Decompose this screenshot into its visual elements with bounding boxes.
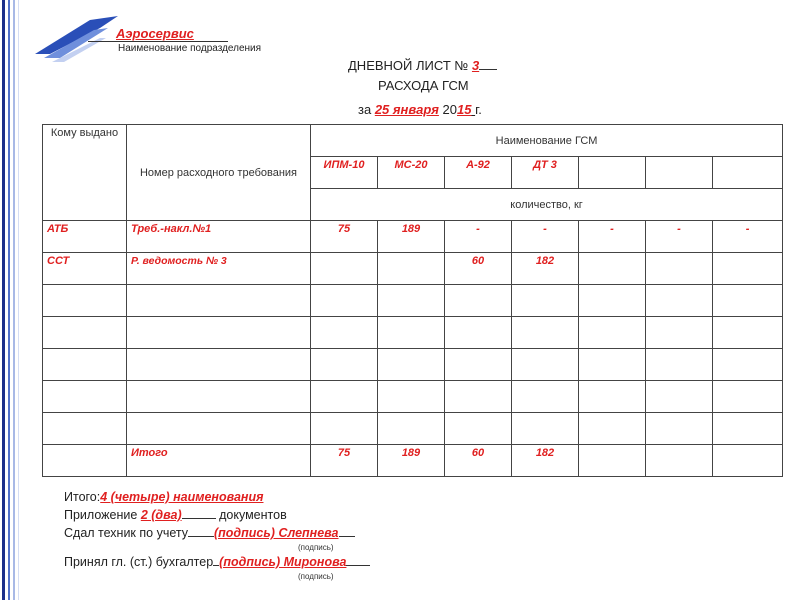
footer-total-value: 4 (четыре) наименования	[100, 490, 264, 504]
date-suffix: г.	[475, 102, 482, 117]
quantity-cell: -	[713, 221, 783, 253]
footer-attachment	[64, 508, 287, 522]
quantity-cell	[378, 349, 445, 381]
footer-attachment-value: 2 (два)	[140, 508, 182, 522]
quantity-cell	[646, 253, 713, 285]
quantity-cell: 60	[445, 253, 512, 285]
quantity-cell: 75	[311, 445, 378, 477]
table-row	[43, 381, 783, 413]
table-row	[43, 413, 783, 445]
quantity-cell	[512, 317, 579, 349]
organization-caption: Наименование подразделения	[118, 43, 262, 54]
table-row	[43, 221, 783, 253]
organization-name: Аэросервис	[116, 26, 194, 41]
footer-attachment-suffix: документов	[219, 508, 287, 522]
table-row	[43, 349, 783, 381]
request-cell	[127, 349, 311, 381]
footer-handed-label: Сдал техник по учету	[64, 526, 188, 540]
quantity-cell	[579, 445, 646, 477]
footer-total-label: Итого:	[64, 490, 101, 504]
quantity-cell	[646, 381, 713, 413]
recipient-cell	[43, 317, 127, 349]
request-cell: Треб.-накл.№1	[127, 221, 311, 253]
quantity-cell	[378, 317, 445, 349]
quantity-cell	[311, 253, 378, 285]
total-label-cell: Итого	[127, 445, 311, 477]
quantity-cell	[445, 413, 512, 445]
footer-received-value: (подпись) Миронова	[219, 555, 347, 569]
quantity-cell	[512, 349, 579, 381]
footer-handed-value: (подпись) Слепнева	[214, 526, 339, 540]
title-prefix: ДНЕВНОЙ ЛИСТ №	[348, 58, 469, 73]
quantity-cell	[311, 349, 378, 381]
quantity-cell	[445, 381, 512, 413]
footer-handed	[64, 526, 355, 540]
quantity-cell	[378, 285, 445, 317]
quantity-cell	[311, 285, 378, 317]
quantity-cell	[646, 317, 713, 349]
header-recipient: Кому выдано	[43, 125, 127, 221]
quantity-cell	[378, 413, 445, 445]
quantity-cell	[646, 285, 713, 317]
fuel-type-header	[713, 157, 783, 189]
quantity-cell: 182	[512, 253, 579, 285]
quantity-cell	[378, 381, 445, 413]
quantity-cell	[512, 285, 579, 317]
quantity-cell	[646, 413, 713, 445]
quantity-cell	[445, 285, 512, 317]
request-cell	[127, 413, 311, 445]
fuel-consumption-table	[42, 124, 783, 477]
quantity-cell	[512, 381, 579, 413]
quantity-cell	[311, 317, 378, 349]
date-day-month: 25 января	[374, 102, 439, 117]
quantity-cell	[579, 413, 646, 445]
quantity-cell	[646, 445, 713, 477]
recipient-cell: ССТ	[43, 253, 127, 285]
request-cell	[127, 381, 311, 413]
table-row	[43, 253, 783, 285]
quantity-cell	[579, 381, 646, 413]
footer-received	[64, 555, 370, 569]
sheet-subtitle: РАСХОДА ГСМ	[378, 78, 469, 93]
request-cell: Р. ведомость № 3	[127, 253, 311, 285]
recipient-cell: АТБ	[43, 221, 127, 253]
request-cell	[127, 317, 311, 349]
date-year-suffix: 15	[457, 102, 472, 117]
quantity-cell	[311, 381, 378, 413]
quantity-cell	[579, 253, 646, 285]
fuel-type-header: ДТ 3	[512, 157, 579, 189]
quantity-cell	[713, 349, 783, 381]
signature-caption-2: (подпись)	[298, 572, 334, 581]
date-prefix: за	[358, 102, 372, 117]
sheet-number: 3	[471, 58, 480, 73]
header-fuel-group: Наименование ГСМ	[311, 125, 783, 157]
table-row	[43, 285, 783, 317]
recipient-cell	[43, 381, 127, 413]
quantity-cell	[713, 413, 783, 445]
quantity-cell	[713, 445, 783, 477]
quantity-cell	[713, 253, 783, 285]
fuel-type-header: ИПМ-10	[311, 157, 378, 189]
quantity-cell	[378, 253, 445, 285]
recipient-cell	[43, 445, 127, 477]
footer-total	[64, 490, 263, 504]
quantity-cell: -	[646, 221, 713, 253]
org-underline	[88, 41, 228, 42]
footer-received-label: Принял гл. (ст.) бухгалтер	[64, 555, 214, 569]
signature-caption-1: (подпись)	[298, 543, 334, 552]
quantity-cell	[579, 285, 646, 317]
header-unit: количество, кг	[311, 189, 783, 221]
quantity-cell	[713, 381, 783, 413]
fuel-type-header: МС-20	[378, 157, 445, 189]
quantity-cell	[713, 317, 783, 349]
quantity-cell	[579, 349, 646, 381]
recipient-cell	[43, 285, 127, 317]
quantity-cell	[579, 317, 646, 349]
quantity-cell: 60	[445, 445, 512, 477]
quantity-cell	[445, 349, 512, 381]
quantity-cell: 189	[378, 445, 445, 477]
quantity-cell	[713, 285, 783, 317]
quantity-cell	[311, 413, 378, 445]
quantity-cell: -	[579, 221, 646, 253]
fuel-type-header: А-92	[445, 157, 512, 189]
header-request: Номер расходного требования	[127, 125, 311, 221]
table-row	[43, 317, 783, 349]
recipient-cell	[43, 349, 127, 381]
airplane-logo-icon	[30, 14, 120, 64]
sheet-date	[358, 102, 482, 117]
quantity-cell: 182	[512, 445, 579, 477]
quantity-cell: 75	[311, 221, 378, 253]
quantity-cell	[445, 317, 512, 349]
fuel-type-header	[579, 157, 646, 189]
total-row	[43, 445, 783, 477]
footer-attachment-label: Приложение	[64, 508, 138, 522]
quantity-cell: -	[512, 221, 579, 253]
fuel-type-header	[646, 157, 713, 189]
quantity-cell	[646, 349, 713, 381]
request-cell	[127, 285, 311, 317]
recipient-cell	[43, 413, 127, 445]
date-year-prefix: 20	[442, 102, 458, 117]
quantity-cell: -	[445, 221, 512, 253]
quantity-cell	[512, 413, 579, 445]
sheet-title	[348, 58, 497, 73]
quantity-cell: 189	[378, 221, 445, 253]
